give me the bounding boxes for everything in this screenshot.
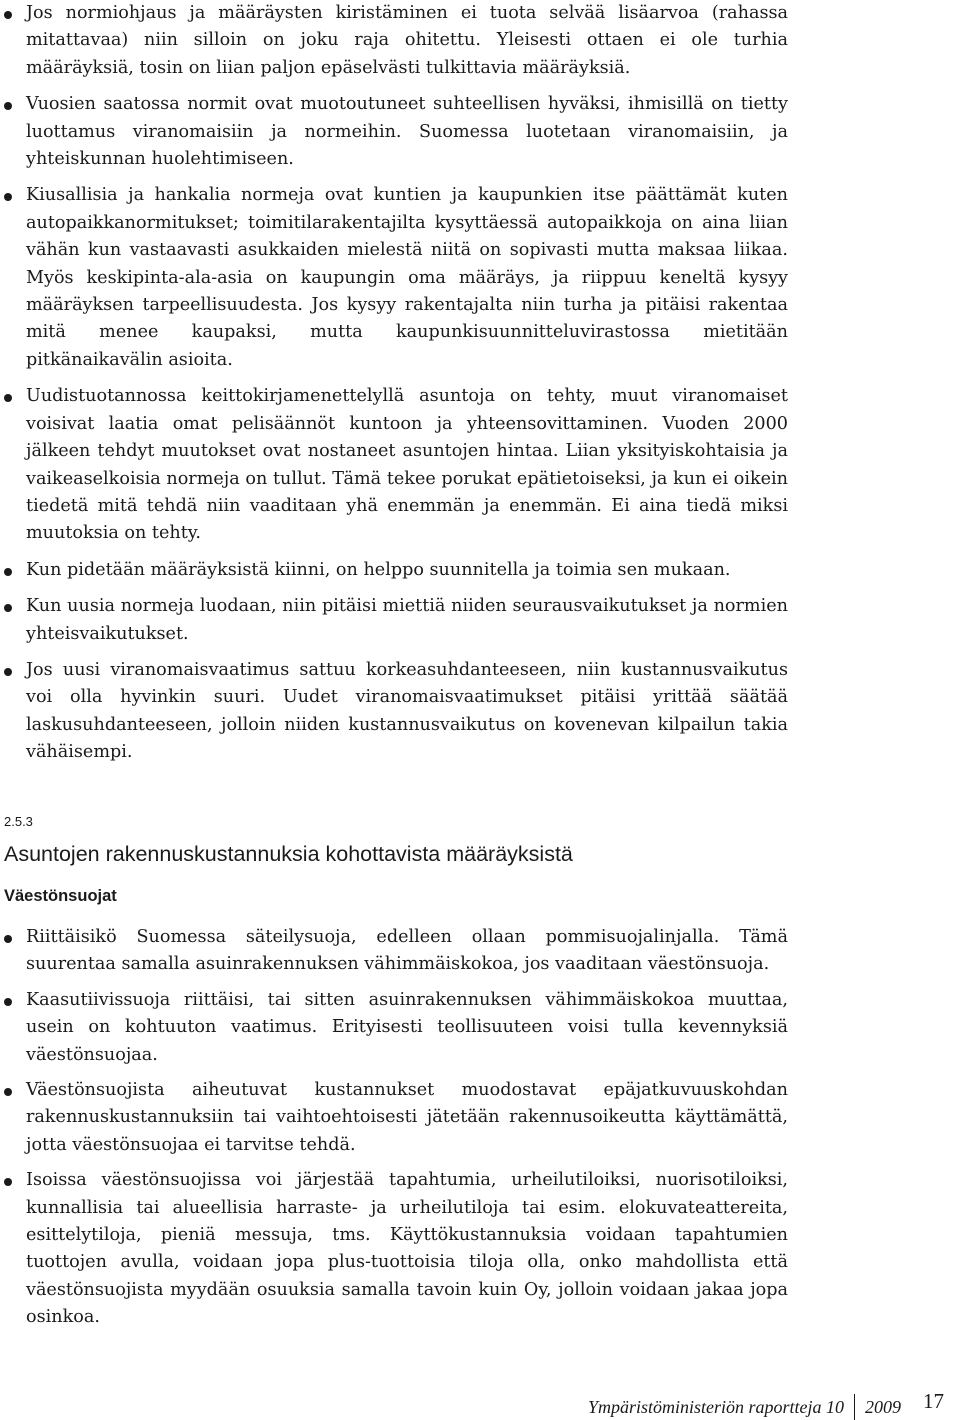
bullet-icon — [4, 935, 12, 943]
list-item-text: Kiusallisia ja hankalia normeja ovat kuntien ja kaupunkien itse päättämät kuten autopaikkanormitukset; toimitilarakentajilta kysyttäessä autopaikkoja on aina liian vähän kun vastaavasti asukkaiden mielestä niitä on sopivasti mutta maksaa liikaa. Myös keskipinta-ala-asia on kaupungin oma määräys, ja riippuu keneltä kysyy määräyksen tarpeellisuudesta. Jos kysyy rakentajalta niin turha ja pitäisi rakentaa mitä menee kaupaksi, mutta kaupunkisuunnitteluvirastossa mietitään pitkänaikavälin asioita. — [26, 185, 788, 370]
list-item — [0, 924, 788, 979]
bullet-icon — [4, 394, 12, 402]
list-item-text: Väestönsuojista aiheutuvat kustannukset muodostavat epäjatkuvuuskohdan rakennuskustannuksiin tai vaihtoehtoisesti jätetään rakennusoikeutta käyttämättä, jotta väestönsuojaa ei tarvitse tehdä. — [26, 1080, 788, 1155]
footer-divider — [854, 1394, 855, 1420]
list-item — [0, 1167, 788, 1331]
list-item-text: Vuosien saatossa normit ovat muotoutuneet suhteellisen hyväksi, ihmisillä on tietty luottamus viranomaisiin ja normeihin. Suomessa luotetaan viranomaisiin, ja yhteiskunnan huolehtimiseen. — [26, 94, 788, 170]
bullet-icon — [4, 11, 12, 19]
list-item-text: Jos normiohjaus ja määräysten kiristäminen ei tuota selvää lisäarvoa (rahassa mitattavaa) niin silloin on joku raja ohitettu. Yleisesti ottaen ei ole turhia määräyksiä, tosin on liian paljon epäselvästi tulkittavia määräyksiä. — [26, 3, 788, 78]
list-item — [0, 383, 788, 547]
bullet-icon — [4, 568, 12, 576]
list-item-text: Isoissa väestönsuojissa voi järjestää tapahtumia, urheilutiloiksi, nuorisotiloiksi, kunnallisia tai alueellisia harraste- ja urheilutiloja tai esim. elokuvateattereita, esittelytiloja, pieniä messuja, tms. Käyttökustannuksia voidaan tapahtumien tuottojen avulla, voidaan jopa plus-tuottoisia tiloja olla, onko mahdollista että väestönsuojista myydään osuuksia samalla tavoin kuin Oy, jolloin voidaan jakaa jopa osinkoa. — [26, 1170, 788, 1328]
list-item — [0, 593, 788, 648]
bullet-icon — [4, 102, 12, 110]
bullet-icon — [4, 668, 12, 676]
list-item — [0, 987, 788, 1069]
list-item — [0, 657, 788, 767]
page-number: 17 — [923, 1388, 944, 1413]
bullet-icon — [4, 1088, 12, 1096]
footer-year: 2009 — [865, 1396, 901, 1417]
list-item — [0, 0, 788, 82]
list-item-text: Kun uusia normeja luodaan, niin pitäisi miettiä niiden seurausvaikutukset ja normien yhteisvaikutukset. — [26, 596, 788, 644]
list-item-text: Jos uusi viranomaisvaatimus sattuu korkeasuhdanteeseen, niin kustannusvaikutus voi olla hyvinkin suuri. Uudet viranomaisvaatimukset pitäisi yrittää säätää laskusuhdanteeseen, jolloin niiden kustannusvaikutus on kovenevan kilpailun takia vähäisempi. — [26, 659, 788, 763]
page-footer — [587, 1388, 944, 1420]
bullet-icon — [4, 604, 12, 612]
subsection-title: Väestönsuojat — [4, 887, 117, 905]
section-title: Asuntojen rakennuskustannuksia kohottavista määräyksistä — [4, 842, 573, 866]
bullet-icon — [4, 193, 12, 201]
list-item — [0, 91, 788, 173]
bullet-list-top — [0, 0, 788, 767]
list-item — [0, 1077, 788, 1159]
bullet-icon — [4, 998, 12, 1006]
list-item-text: Kaasutiivissuoja riittäisi, tai sitten asuinrakennuksen vähimmäiskokoa muuttaa, usein on kohtuuton vaatimus. Erityisesti teollisuuteen voisi tulla kevennyksiä väestönsuojaa. — [26, 989, 788, 1065]
section-number: 2.5.3 — [4, 814, 33, 829]
list-item — [0, 182, 788, 374]
list-item — [0, 557, 788, 584]
list-item-text: Kun pidetään määräyksistä kiinni, on helppo suunnitella ja toimia sen mukaan. — [26, 559, 731, 580]
bullet-icon — [4, 1178, 12, 1186]
list-item-text: Uudistuotannossa keittokirjamenettelyllä asuntoja on tehty, muut viranomaiset voisivat laatia omat pelisäännöt kuntoon ja yhteensovittaminen. Vuoden 2000 jälkeen tehdyt muutokset ovat nostaneet asuntojen hintaa. Liian yksityiskohtaisia ja vaikeaselkoisia normeja on tullut. Tämä tekee porukat epätietoiseksi, ja kun ei oikein tiedetä mitä tehdä niin vaaditaan yhä enemmän ja enemmän. Ei aina tiedä miksi muutoksia on tehty. — [26, 386, 788, 544]
list-item-text: Riittäisikö Suomessa säteilysuoja, edelleen ollaan pommisuojalinjalla. Tämä suurentaa samalla asuinrakennuksen vähimmäiskokoa, jos vaaditaan väestönsuoja. — [26, 927, 788, 975]
bullet-list-bottom — [0, 924, 788, 1332]
footer-series: Ympäristöministeriön raportteja 10 — [587, 1396, 844, 1417]
